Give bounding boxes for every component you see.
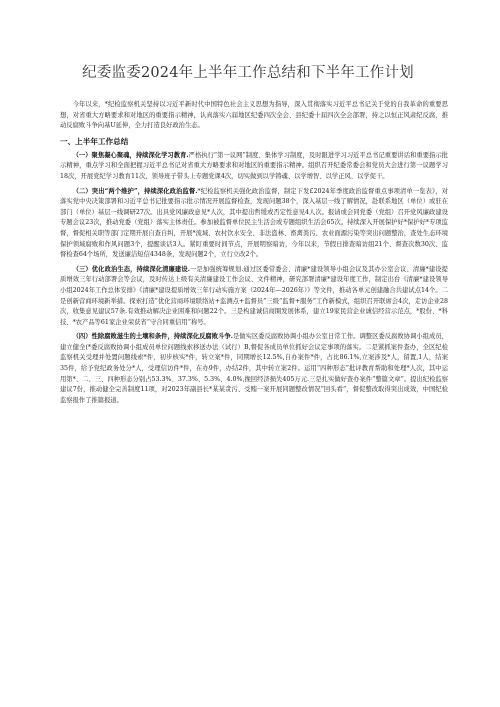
- item-2-lead: （二）突出“两个维护”，持续深化政治监督.: [72, 187, 198, 195]
- item-3-body: 一是加强统筹规划.通过区委常委会、清廉*建设领导小组会议及其办公室会议、清廉*建设提质增效三年行动部署会等会议，及时传达上级有关清廉建设工作会议、文件精神，研究部署清廉*建设年度工作，制定出台《清廉*建设领导小组2024年工作总体安排》《清廉*建设提质增效三年行动实施方案（2024年—2026年）》等文件，推动各单元创建融合共建试点14个。二是创新营商环境新举措。探索打造“优化营商环境联络站+监测点+监督员”三级“监督+服务”工作新模式，组织召开联席会4次，走访企业28次，收集意见建议57条.有效推动解决企业困难和问题22个。三是构建诚信商圈发展体系，建立19家民营企业诚信经营示范点，*股份、*科技、*农产品等61家企业荣获省“守合同重信用”称号。: [60, 265, 448, 326]
- item-4-body: 是做实区委反腐败协调小组办公室日常工作。调整区委反腐败协调小组成员，建立健全(*委反腐败协调小组成员单位问题线索移送办法（试行）B,督促各成员单位抓好会议定事项的落实。二是紧抓案件查办，全区纪检监察机关受理并处置问题线索*件，初步核实*件，转立案*件，同期增长12.5%,自办案件*件，占比86.1%,立案涉及*人，留置,1人，结案35件，给予党纪政务处分*人，受理信访件*件，在办9件，办结2件，其中转立案2件。运用“四种形态”批评教育帮助和处理*人次，其中运用第*、二、三、四种形态分别占53.3%、37.3%、5.3%、4.0%,挽回经济损失405万元.三是扎实做好查办案件“整篇文章”。提出纪检监察建议7份，推动健全完善制度11项，对2023年副县长*某某贪污、受贿一案开展同题整改情况“回头看”，督促整改取得突出成效，中国纪检监察报作了推篇报道。: [60, 333, 449, 404]
- paragraph-item-3: [60, 265, 448, 329]
- section-heading: 一、上半年工作总结: [60, 136, 129, 146]
- paragraph-item-2: [60, 187, 448, 261]
- document-title: 纪委监委2024年上半年工作总结和下半年工作计划: [82, 65, 414, 81]
- item-2-body: *纪检监察机关强化政治监督，制定下发£2024年季度政治监督重点事项清单一览表》，对落实党中央决策部署和习近平总书记批要指示批示情况开展监督检查，发现问题38个，深入基层一线了解情况，赴联系地区（单位）或驻在部门（单位）基层一线调研27次。出具党风廉政意见*人次，其中提出哲缓或否定性意见4人次。报请或会同党委（党组）召开党风廉政建设专题会议23次，推动党委（党组）落实主体责任。参加被监督单位民主生活会或专题组织生活会65次。持续深入开展保护好*保护好*专项监督，督促相关职等部门定期开展自查自纠，开展*流域、农村饮水安全、非法盗林、畜禽粪污、农业面源污染等突出问题整治，查处生态环境保护领域腐败和作风问题3个，提醒谈话3人。紧盯重要时间节点，开展明察暗访，今年以来，节假日排查暗访组21个、督查次数30次、监督检查64个场所，发送廉洁短信4348条，发现问题2个，立行立改2个。: [60, 187, 449, 259]
- item-1-body: 严格执行“第一议网”制度、集体学习制度，及时跟进学习习近平总书记重要讲话和重要指示批示精神，重点学习和全面把握习近平总书记对省重大方略要求和对地区的重要指示精神。组织召开纪委常委会和党员大会进行第一议题学习18次，开展党纪学习教育11次，领导班子带头上专题党课4次，切实做到以学铸魂、以学增智、以学正风、以学促干。: [60, 151, 448, 180]
- item-1-lead: （一）聚焦凝心聚魂，持续深化学习教育.: [72, 151, 189, 159]
- item-3-lead: （三）优化政治生态，持续深化清廉建设.: [72, 265, 190, 273]
- paragraph-item-1: [60, 151, 448, 183]
- paragraph-item-4: [60, 332, 448, 406]
- item-4-lead: （四）性除腐败滋生的土壤和条件，持续深化反腐败斗争.: [72, 333, 233, 341]
- intro-paragraph: 今年以来，*纪检监察机关坚持以习近平新时代中国特色社会主义思想为指导，深入贯彻落实习近平总书记关于党的自我革命的重要思想，对省重大方略要求和对地区的重要指示精神，认真落实六届地区纪委四次全会、县纪委十届四次全会部署，持之以恒正风肃纪反腐，推动反腐败斗争向基U延伸，全力打造良好政治生态。: [60, 101, 448, 130]
